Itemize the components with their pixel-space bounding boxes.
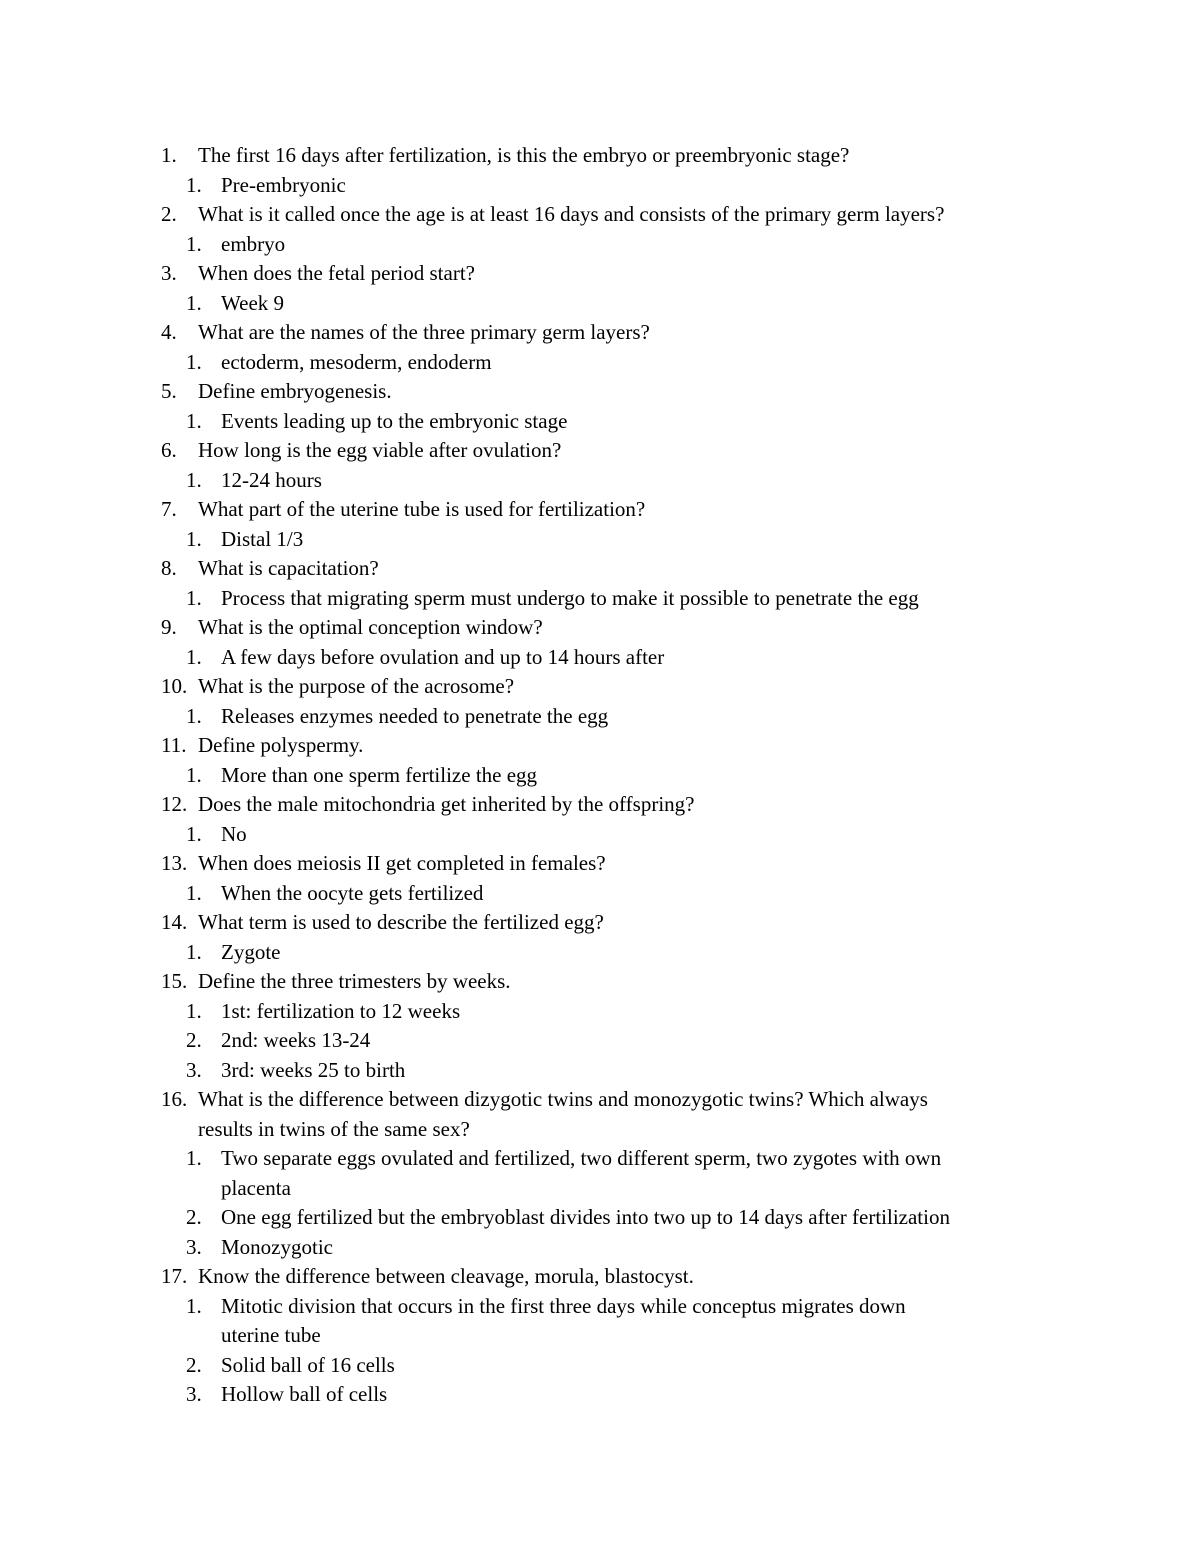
question-item [0,908,1200,938]
question-item [0,613,1200,643]
answer-item [0,1203,1200,1233]
list-number: 1. [186,231,202,256]
list-text: Zygote [221,939,281,964]
question-item [0,790,1200,820]
list-number: 3. [161,261,177,285]
list-text: 12-24 hours [221,467,322,492]
list-number: 1. [186,1146,202,1170]
question-item [0,377,1200,407]
question-item [0,141,1200,171]
list-number: 6. [161,438,177,462]
answer-item [0,348,1200,378]
list-text: 2nd: weeks 13-24 [221,1028,371,1052]
question-item [0,1085,1200,1115]
answer-item [0,584,1200,614]
answer-item [0,643,1200,673]
question-item [0,672,1200,702]
list-number: 1. [186,880,202,905]
list-text: uterine tube [221,1323,321,1347]
answer-item [0,171,1200,201]
list-number: 17. [161,1264,188,1288]
question-item [0,318,1200,348]
list-number: 16. [161,1087,188,1111]
answer-item [0,879,1200,909]
list-number: 2. [161,202,177,226]
answer-item [0,1233,1200,1263]
list-number: 13. [161,851,188,875]
list-number: 1. [186,939,202,964]
answer-item [0,1292,1200,1322]
answer-item [0,1351,1200,1381]
list-number: 1. [186,467,202,492]
list-number: 2. [186,1028,202,1052]
list-number: 3. [186,1382,202,1406]
list-text: Solid ball of 16 cells [221,1352,395,1377]
list-text: Know the difference between cleavage, morula, blastocyst. [198,1264,694,1288]
list-number: 1. [186,762,202,787]
list-number: 12. [161,792,188,816]
answer-item [0,938,1200,968]
list-number: 8. [161,556,177,580]
list-text: Define embryogenesis. [198,379,392,403]
list-text: What part of the uterine tube is used for fertilization? [198,497,646,521]
list-text: Monozygotic [221,1234,333,1259]
list-number: 1. [186,821,202,846]
question-item [0,495,1200,525]
list-text: ectoderm, mesoderm, endoderm [221,349,492,374]
question-item [0,200,1200,230]
list-text: Week 9 [221,290,285,315]
question-item [0,436,1200,466]
list-text: Define polyspermy. [198,733,364,757]
list-text: How long is the egg viable after ovulation? [198,438,562,462]
list-number: 1. [186,290,202,315]
answer-item [0,525,1200,555]
list-text: What is the purpose of the acrosome? [198,674,515,698]
list-text: 1st: fertilization to 12 weeks [221,998,461,1023]
list-text: results in twins of the same sex? [198,1116,470,1141]
list-number: 1. [186,349,202,374]
list-text: What is it called once the age is at least 16 days and consists of the primary germ layers? [198,202,945,226]
answer-item [0,997,1200,1027]
answer-item [0,1026,1200,1056]
question-continuation [0,1115,1200,1145]
document-page [0,141,1200,1410]
list-number: 1. [186,703,202,728]
list-text: What is the difference between dizygotic twins and monozygotic twins? Which always [198,1087,928,1111]
answer-item [0,702,1200,732]
answer-item [0,230,1200,260]
list-text: When does meiosis II get completed in females? [198,851,606,875]
list-text: Does the male mitochondria get inherited by the offspring? [198,792,695,816]
answer-continuation [0,1321,1200,1351]
answer-item [0,820,1200,850]
list-number: 10. [161,674,188,698]
list-text: Pre-embryonic [221,172,346,197]
list-text: 3rd: weeks 25 to birth [221,1057,406,1082]
list-text: Define the three trimesters by weeks. [198,969,511,993]
question-item [0,554,1200,584]
list-text: Two separate eggs ovulated and fertilized, two different sperm, two zygotes with own [221,1146,942,1170]
list-text: Releases enzymes needed to penetrate the egg [221,703,609,728]
answer-item [0,289,1200,319]
list-text: What are the names of the three primary germ layers? [198,320,650,344]
list-number: 9. [161,615,177,639]
list-text: When does the fetal period start? [198,261,475,285]
answer-item [0,761,1200,791]
list-number: 2. [186,1352,202,1377]
list-number: 3. [186,1234,202,1259]
list-number: 3. [186,1057,202,1082]
list-number: 1. [186,172,202,197]
list-text: The first 16 days after fertilization, is this the embryo or preembryonic stage? [198,143,850,167]
list-text: Mitotic division that occurs in the first three days while conceptus migrates down [221,1293,906,1318]
answer-item [0,466,1200,496]
list-number: 15. [161,969,188,993]
answer-item [0,1144,1200,1174]
list-number: 11. [161,733,187,757]
list-text: placenta [221,1175,291,1200]
list-text: embryo [221,231,286,256]
list-number: 5. [161,379,177,403]
answer-continuation [0,1174,1200,1204]
list-number: 7. [161,497,177,521]
question-item [0,967,1200,997]
list-text: No [221,821,247,846]
list-text: What is capacitation? [198,556,379,580]
question-item [0,259,1200,289]
list-number: 1. [186,998,202,1023]
answer-item [0,1380,1200,1410]
list-number: 1. [186,644,202,669]
list-number: 2. [186,1205,202,1229]
list-number: 4. [161,320,177,344]
question-item [0,1262,1200,1292]
answer-item [0,1056,1200,1086]
list-text: When the oocyte gets fertilized [221,880,484,905]
list-number: 1. [161,143,177,167]
list-text: More than one sperm fertilize the egg [221,762,538,787]
list-text: Process that migrating sperm must undergo to make it possible to penetrate the egg [221,585,919,610]
question-item [0,849,1200,879]
list-text: One egg fertilized but the embryoblast divides into two up to 14 days after fertilization [221,1205,950,1229]
answer-item [0,407,1200,437]
list-text: Distal 1/3 [221,526,304,551]
list-number: 1. [186,585,202,610]
list-number: 14. [161,910,188,934]
question-item [0,731,1200,761]
list-text: Events leading up to the embryonic stage [221,408,568,433]
list-text: What term is used to describe the fertilized egg? [198,910,604,934]
list-number: 1. [186,526,202,551]
list-number: 1. [186,1293,202,1318]
list-number: 1. [186,408,202,433]
list-text: Hollow ball of cells [221,1382,388,1406]
list-text: A few days before ovulation and up to 14 hours after [221,644,665,669]
list-text: What is the optimal conception window? [198,615,543,639]
